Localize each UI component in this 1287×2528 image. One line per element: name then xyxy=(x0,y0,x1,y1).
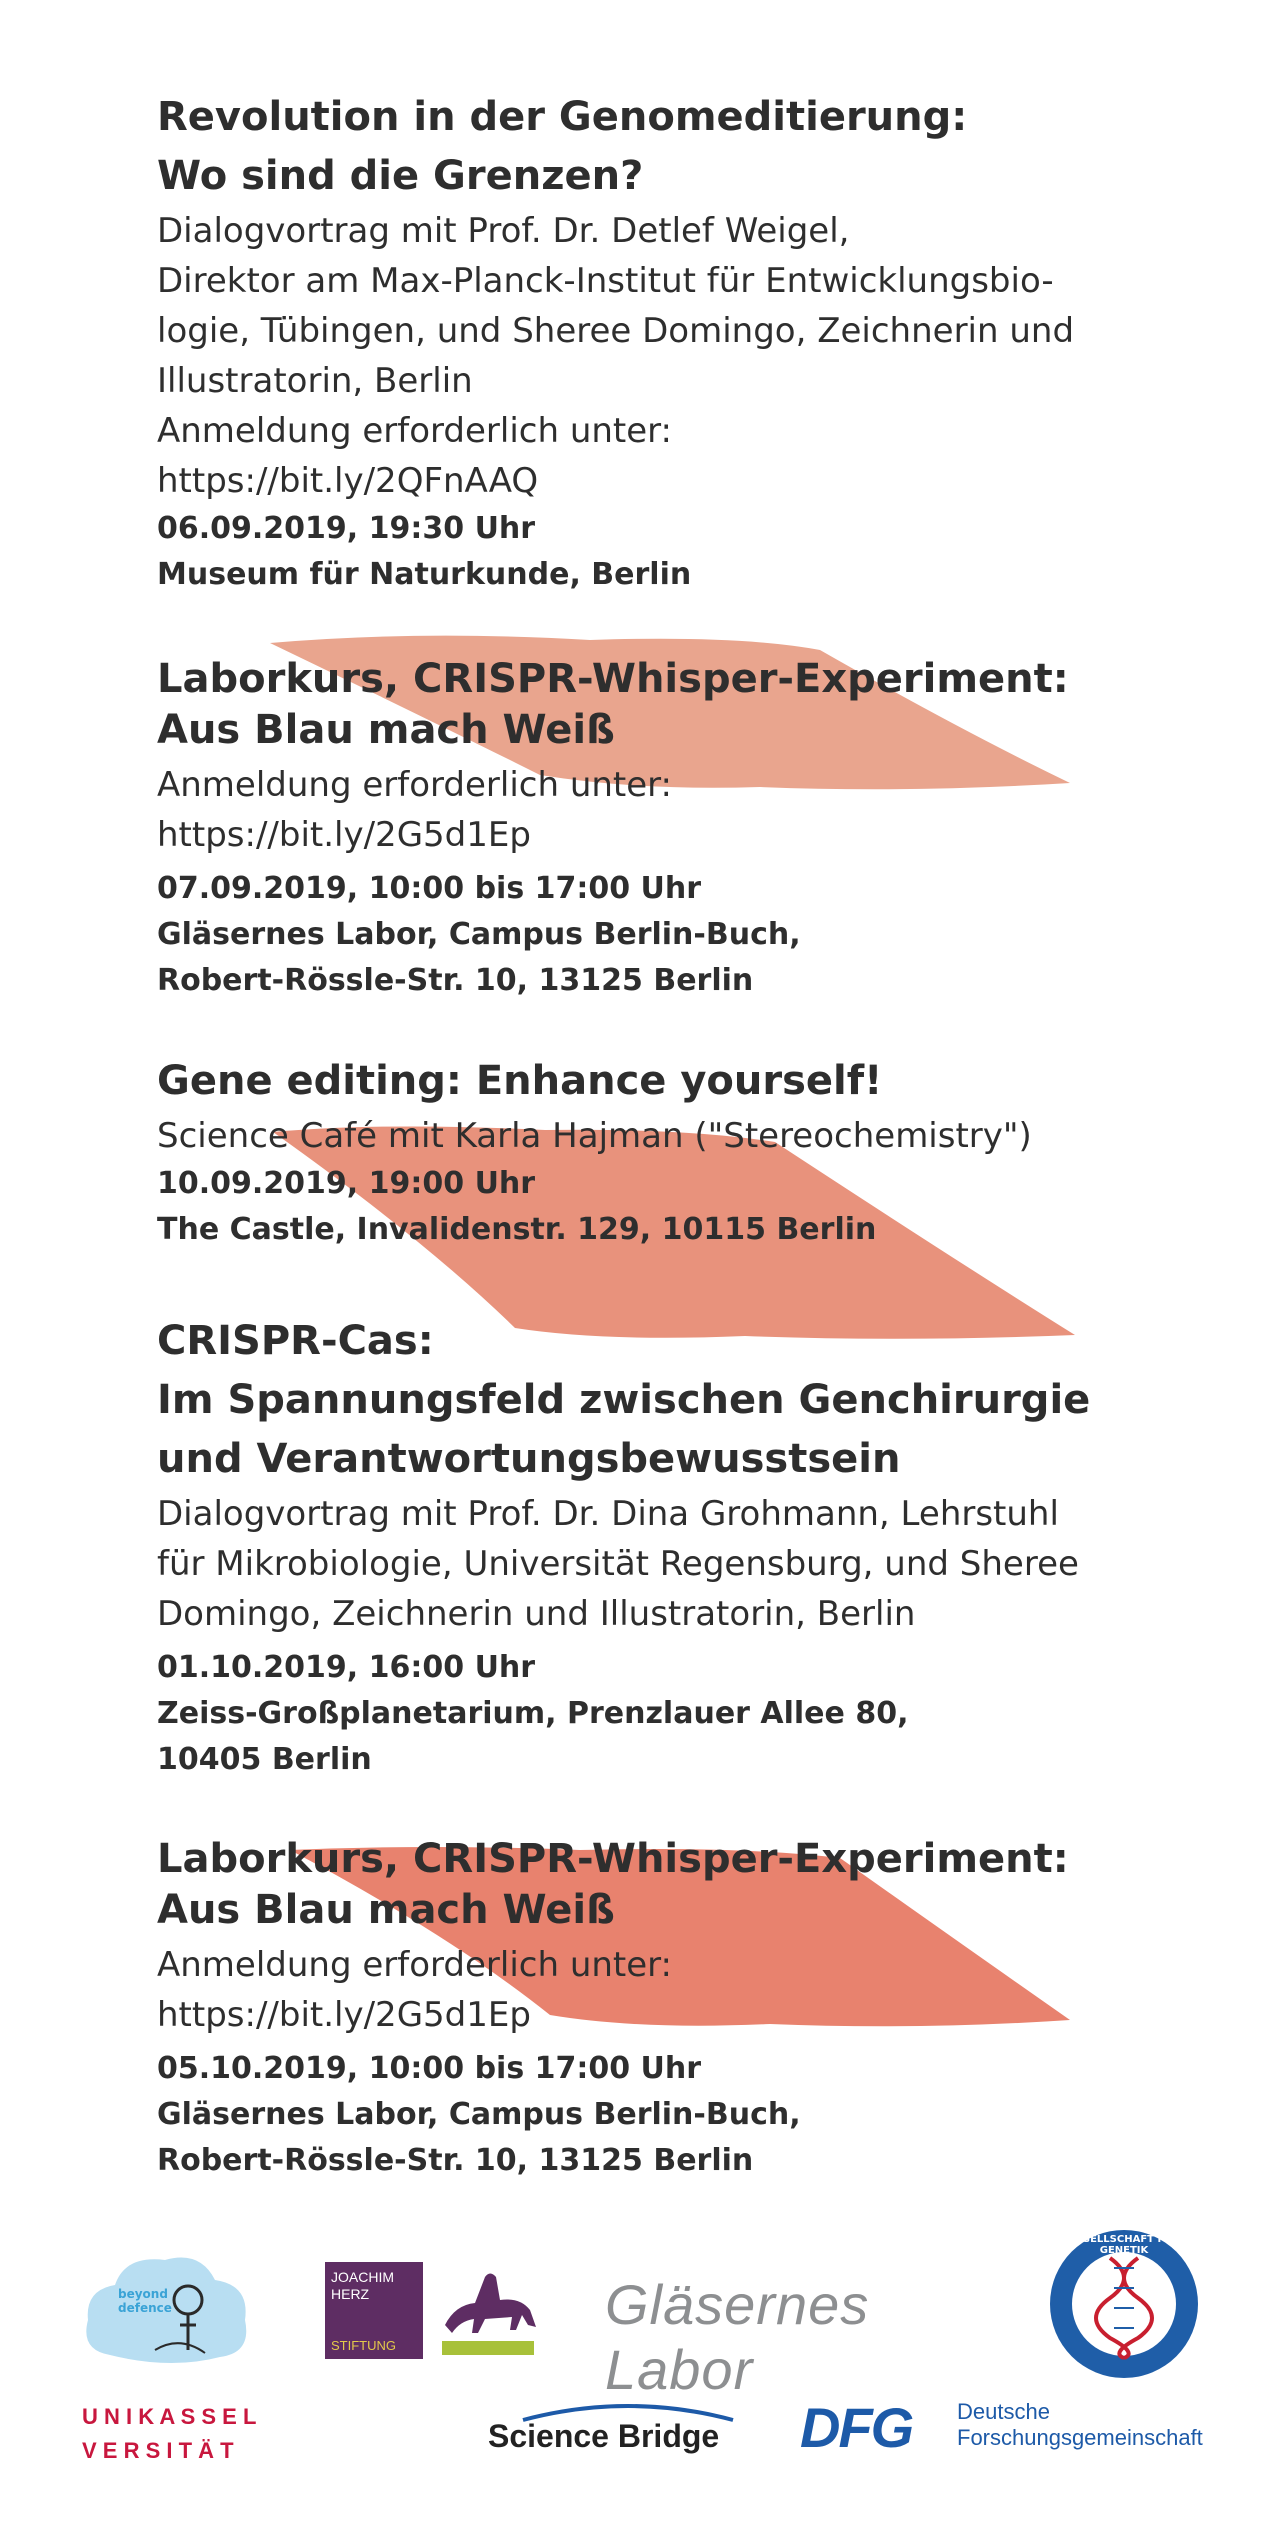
beyond-defence-logo xyxy=(80,2245,255,2380)
event-description: für Mikrobiologie, Universität Regensburg, und Sheree xyxy=(157,1544,1079,1584)
event-location: Robert-Rössle-Str. 10, 13125 Berlin xyxy=(157,963,754,998)
registration-label: Anmeldung erforderlich unter: xyxy=(157,765,673,805)
event-location: Gläsernes Labor, Campus Berlin-Buch, xyxy=(157,2097,801,2132)
event-description: Dialogvortrag mit Prof. Dr. Detlef Weigel, xyxy=(157,211,850,251)
uni-kassel-text: U N I K A S S E L xyxy=(82,2404,257,2429)
dfg-name: Deutsche xyxy=(957,2399,1050,2424)
joachim-herz-stiftung-logo xyxy=(325,2262,423,2359)
registration-label: Anmeldung erforderlich unter: xyxy=(157,1945,673,1985)
beyond-defence-text: defence xyxy=(118,2301,172,2315)
joachim-herz-text: STIFTUNG xyxy=(331,2338,396,2353)
event-description: Direktor am Max-Planck-Institut für Entwicklungsbio- xyxy=(157,261,1054,301)
event-date: 06.09.2019, 19:30 Uhr xyxy=(157,511,536,546)
gesellschaft-fuer-genetik-text: GESELLSCHAFT FÜR GENETIK xyxy=(1067,2234,1181,2256)
event-location: The Castle, Invalidenstr. 129, 10115 Berlin xyxy=(157,1212,877,1247)
event-title: Gene editing: Enhance yourself! xyxy=(157,1058,883,1104)
gesellschaft-fuer-genetik-logo xyxy=(1048,2228,1200,2380)
science-bridge-text: Science Bridge xyxy=(488,2418,720,2454)
event-title: Im Spannungsfeld zwischen Genchirurgie xyxy=(157,1377,1091,1423)
event-title: Aus Blau mach Weiß xyxy=(157,707,615,753)
event-location: 10405 Berlin xyxy=(157,1742,372,1777)
event-title: Laborkurs, CRISPR-Whisper-Experiment: xyxy=(157,656,1069,702)
glaesernes-labor-logo xyxy=(605,2272,1005,2401)
event-date: 10.09.2019, 19:00 Uhr xyxy=(157,1166,536,1201)
registration-link[interactable]: https://bit.ly/2QFnAAQ xyxy=(157,461,539,501)
event-description: Domingo, Zeichnerin und Illustratorin, Berlin xyxy=(157,1594,916,1634)
event-title: CRISPR-Cas: xyxy=(157,1318,434,1364)
event-description: logie, Tübingen, und Sheree Domingo, Zeichnerin und xyxy=(157,311,1075,351)
registration-link[interactable]: https://bit.ly/2G5d1Ep xyxy=(157,815,531,855)
registration-link[interactable]: https://bit.ly/2G5d1Ep xyxy=(157,1995,531,2035)
event-date: 05.10.2019, 10:00 bis 17:00 Uhr xyxy=(157,2051,702,2086)
event-location: Robert-Rössle-Str. 10, 13125 Berlin xyxy=(157,2143,754,2178)
dfg-name: Forschungsgemeinschaft xyxy=(957,2425,1203,2450)
event-title: Laborkurs, CRISPR-Whisper-Experiment: xyxy=(157,1836,1069,1882)
event-date: 01.10.2019, 16:00 Uhr xyxy=(157,1650,536,1685)
horse-rider-logo xyxy=(430,2255,545,2360)
event-description: Science Café mit Karla Hajman ("Stereochemistry") xyxy=(157,1116,1032,1156)
event-location: Zeiss-Großplanetarium, Prenzlauer Allee 80, xyxy=(157,1696,909,1731)
event-title: Wo sind die Grenzen? xyxy=(157,153,644,199)
event-location: Gläsernes Labor, Campus Berlin-Buch, xyxy=(157,917,801,952)
uni-kassel-text: V E R S I T Ä T xyxy=(82,2438,234,2463)
science-bridge-logo xyxy=(488,2398,748,2468)
event-date: 07.09.2019, 10:00 bis 17:00 Uhr xyxy=(157,871,702,906)
event-title: Aus Blau mach Weiß xyxy=(157,1887,615,1933)
event-description: Dialogvortrag mit Prof. Dr. Dina Grohmann, Lehrstuhl xyxy=(157,1494,1059,1534)
registration-label: Anmeldung erforderlich unter: xyxy=(157,411,673,451)
event-description: Illustratorin, Berlin xyxy=(157,361,473,401)
dfg-logo xyxy=(800,2395,1220,2475)
uni-kassel-logo xyxy=(82,2400,352,2475)
dfg-abbr: DFG xyxy=(800,2396,913,2459)
event-location: Museum für Naturkunde, Berlin xyxy=(157,557,692,592)
glaesernes-labor-text: Gläsernes Labor xyxy=(605,2273,870,2401)
joachim-herz-text: HERZ xyxy=(331,2286,370,2302)
event-title: Revolution in der Genomeditierung: xyxy=(157,94,968,140)
beyond-defence-text: beyond xyxy=(118,2287,168,2301)
event-title: und Verantwortungsbewusstsein xyxy=(157,1436,901,1482)
joachim-herz-text: JOACHIM xyxy=(331,2269,394,2285)
